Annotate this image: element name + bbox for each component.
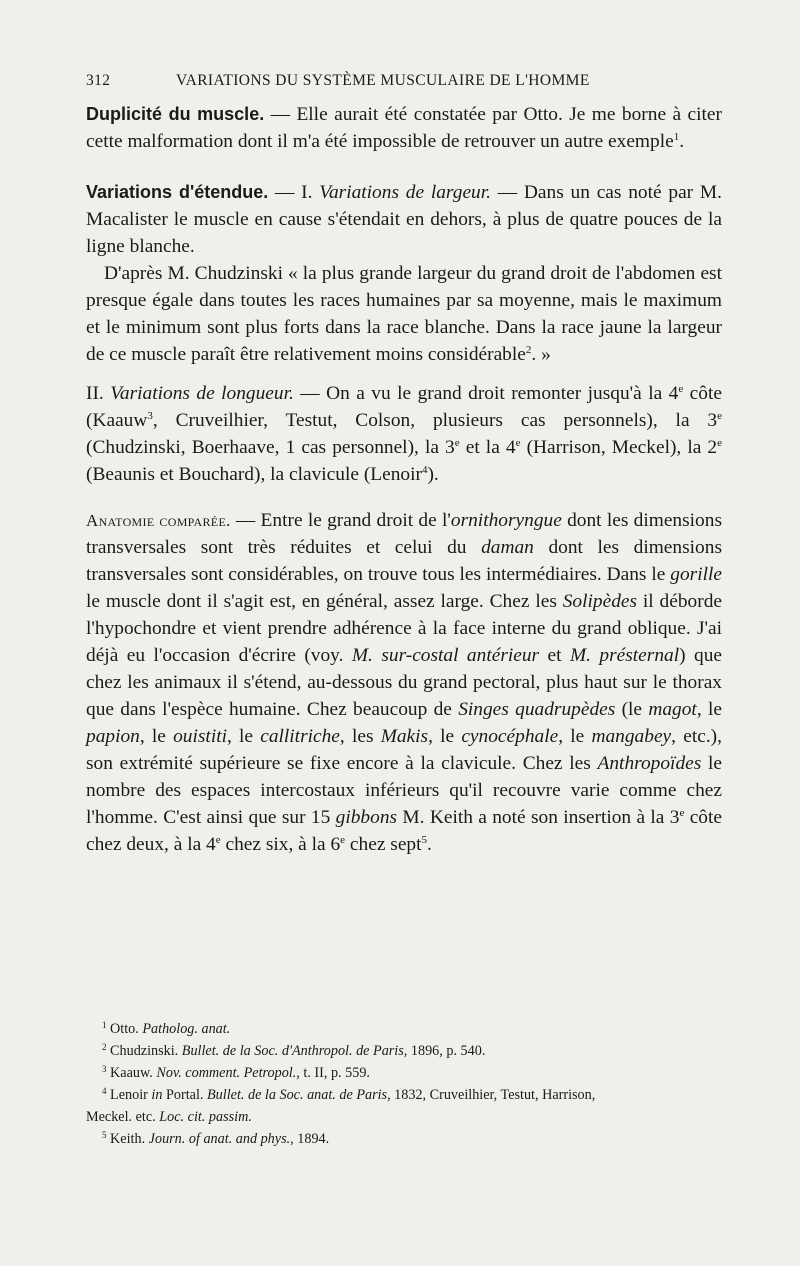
footnote-4-continued: Meckel. etc. Loc. cit. passim. (86, 1109, 252, 1125)
running-title: VARIATIONS DU SYSTÈME MUSCULAIRE DE L'HOMME (176, 72, 590, 89)
main-text (86, 101, 722, 858)
footnote-ref: 1 (673, 131, 680, 143)
footnotes (86, 1018, 726, 1150)
section-heading: Duplicité du muscle. (86, 104, 265, 124)
footnote-3: $^3$ Kaauw. Nov. comment. Petropol., t. II, p. 559. (102, 1064, 370, 1081)
paragraph-longueur: II. Variations de longueur. — On a vu le grand droit remonter jusqu'à la 4e côte (Kaauw$^3$, Cruveilhier, Testut, Colson, plusieurs cas personnels), la 3e (Chudzinski, Boerhaave, 1 cas personnel), la 3e et la 4e (Harrison, Meckel), la 2e (Beaunis et Bouchard), la clavicule (Lenoir$^4$). (86, 383, 723, 485)
footnote-2: $^2$ Chudzinski. Bullet. de la Soc. d'Anthropol. de Paris, 1896, p. 540. (102, 1042, 486, 1059)
footnote-ref: 4 (421, 464, 428, 476)
section-heading: Variations d'étendue. (86, 182, 269, 202)
footnote-ref: 5 (421, 834, 428, 846)
paragraph-anatomie-comparee: Anatomie comparée. — Entre le grand droit de l'ornithoryngue dont les dimensions transversales sont très réduites et celui du daman dont les dimensions transversales sont considérables, on trouve tous les intermédiaires. Dans le gorille le muscle dont il s'agit est, en général, assez large. Chez les Solipèdes il déborde l'hypochondre et vient prendre adhérence à la face interne du grand oblique. J'ai déjà eu l'occasion d'écrire (voy. M. sur-costal antérieur et M. présternal) que chez les animaux il s'étend, au-dessous du grand pectoral, plus haut sur le thorax que dans l'espèce humaine. Chez beaucoup de Singes quadrupèdes (le magot, le papion, le ouistiti, le callitriche, les Makis, le cynocéphale, le mangabey, etc.), son extrémité supérieure se fixe encore à la clavicule. Chez les Anthropoïdes le nombre des espaces intercostaux inférieurs qu'il recouvre varie comme chez l'homme. C'est ainsi que sur 15 gibbons M. Keith a noté son insertion à la 3e côte chez deux, à la 4e chez six, à la 6e chez sept$^5$. (86, 510, 723, 855)
footnote-ref: 2 (525, 344, 532, 356)
paragraph-variations-etendue: Variations d'étendue. — I. Variations de largeur. — Dans un cas noté par M. Macalister le muscle en cause s'étendait en dehors, à plus de quatre pouces de la ligne blanche. (86, 182, 722, 257)
paragraph-chudzinski: D'après M. Chudzinski « la plus grande largeur du grand droit de l'abdomen est presque égale dans toutes les races humaines par sa moyenne, mais le maximum et le minimum sont plus forts dans la race blanche. Dans la race jaune la largeur de ce muscle paraît être relativement moins considérable$^2$. » (86, 263, 722, 365)
footnote-1: $^1$ Otto. Patholog. anat. (102, 1020, 231, 1037)
footnote-5: $^5$ Keith. Journ. of anat. and phys., 1894. (102, 1130, 330, 1147)
footnote-4: $^4$ Lenoir in Portal. Bullet. de la Soc. anat. de Paris, 1832, Cruveilhier, Testut, Harrison, (102, 1086, 596, 1103)
paragraph-duplicite: Duplicité du muscle. — Elle aurait été constatée par Otto. Je me borne à citer cette malformation dont il m'a été impossible de retrouver un autre exemple$^1$. (86, 104, 722, 152)
footnote-ref: 3 (147, 410, 153, 422)
section-heading: Anatomie comparée. (86, 511, 231, 530)
page-number: 312 (86, 72, 111, 89)
